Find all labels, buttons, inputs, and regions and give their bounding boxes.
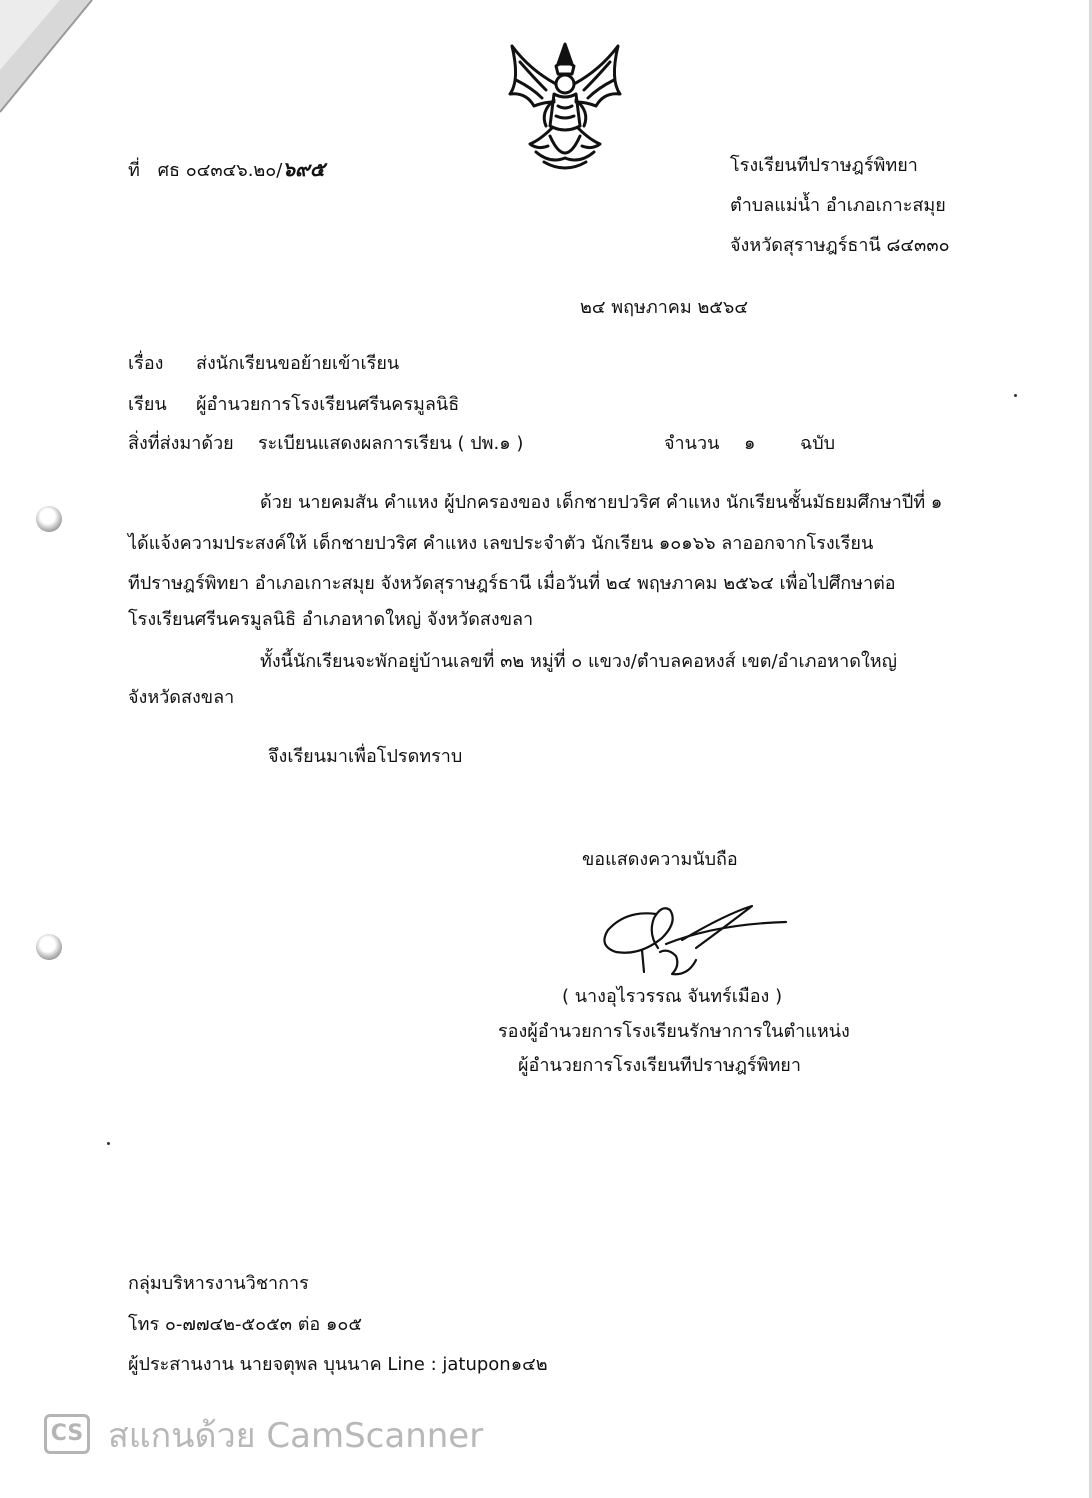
recipient-value: ผู้อำนวยการโรงเรียนศรีนครมูลนิธิ: [196, 394, 460, 415]
enclosure-quantity-label: จำนวน: [664, 433, 720, 454]
enclosure-value: ระเบียนแสดงผลการเรียน ( ปพ.๑ ): [258, 433, 524, 454]
regards-text: ขอแสดงความนับถือ: [582, 849, 738, 870]
enclosure-unit: ฉบับ: [800, 433, 836, 454]
handwritten-signature: [596, 900, 796, 982]
closing-request: จึงเรียนมาเพื่อโปรดทราบ: [268, 746, 463, 767]
recipient-label: เรียน: [128, 394, 167, 415]
signatory-position-line2: ผู้อำนวยการโรงเรียนทีปราษฎร์พิทยา: [518, 1055, 801, 1076]
document-number-label: ที่: [128, 160, 140, 181]
school-name: โรงเรียนทีปราษฎร์พิทยา: [730, 155, 918, 176]
document-number-handwritten: ๖๙๕: [282, 157, 325, 181]
document-number-value: ศธ ๐๔๓๔๖.๒๐/: [157, 160, 283, 181]
school-address-line2: จังหวัดสุราษฎร์ธานี ๘๔๓๓๐: [730, 235, 950, 256]
body-line: ทั้งนี้นักเรียนจะพักอยู่บ้านเลขที่ ๓๒ หมู่ที่ ๐ แขวง/ตำบลคอหงส์ เขต/อำเภอหาดใหญ่: [260, 651, 897, 672]
signatory-name: ( นางอุไรวรรณ จันทร์เมือง ): [562, 986, 783, 1007]
footer-phone: โทร ๐-๗๗๔๒-๕๐๕๓ ต่อ ๑๐๕: [128, 1314, 362, 1335]
camscanner-watermark-text: สแกนด้วย CamScanner: [108, 1416, 484, 1456]
subject-label: เรื่อง: [128, 353, 164, 374]
body-line: ได้แจ้งความประสงค์ให้ เด็กชายปวริศ คำแหง เลขประจำตัว นักเรียน ๑๐๑๖๖ ลาออกจากโรงเรียน: [128, 533, 874, 554]
school-address-line1: ตำบลแม่น้ำ อำเภอเกาะสมุย: [730, 195, 946, 216]
letter-date: ๒๔ พฤษภาคม ๒๕๖๔: [580, 297, 748, 318]
scan-speck: [107, 1142, 110, 1145]
scan-speck: [1014, 394, 1017, 397]
footer-department: กลุ่มบริหารงานวิชาการ: [128, 1273, 309, 1294]
body-line: ด้วย นายคมสัน คำแหง ผู้ปกครองของ เด็กชายปวริศ คำแหง นักเรียนชั้นมัธยมศึกษาปีที่ ๑: [260, 492, 943, 513]
garuda-emblem-icon: [500, 40, 630, 176]
footer-coordinator: ผู้ประสานงาน นายจตุพล บุนนาค Line : jatupon๑๔๒: [128, 1354, 548, 1375]
enclosure-label: สิ่งที่ส่งมาด้วย: [128, 433, 234, 454]
body-line: โรงเรียนศรีนครมูลนิธิ อำเภอหาดใหญ่ จังหวัดสงขลา: [128, 609, 534, 630]
subject-value: ส่งนักเรียนขอย้ายเข้าเรียน: [196, 353, 400, 374]
enclosure-quantity: ๑: [744, 433, 756, 454]
signatory-position-line1: รองผู้อำนวยการโรงเรียนรักษาการในตำแหน่ง: [498, 1021, 850, 1042]
body-line: จังหวัดสงขลา: [128, 687, 235, 708]
document-number: [128, 157, 325, 183]
body-line: ทีปราษฎร์พิทยา อำเภอเกาะสมุย จังหวัดสุราษฎร์ธานี เมื่อวันที่ ๒๔ พฤษภาคม ๒๕๖๔ เพื่อไปศึกษาต่อ: [128, 573, 896, 594]
folded-corner: [0, 0, 100, 120]
camscanner-logo-icon: CS: [44, 1414, 90, 1454]
punch-hole-bottom: [36, 934, 62, 960]
punch-hole-top: [36, 506, 62, 532]
